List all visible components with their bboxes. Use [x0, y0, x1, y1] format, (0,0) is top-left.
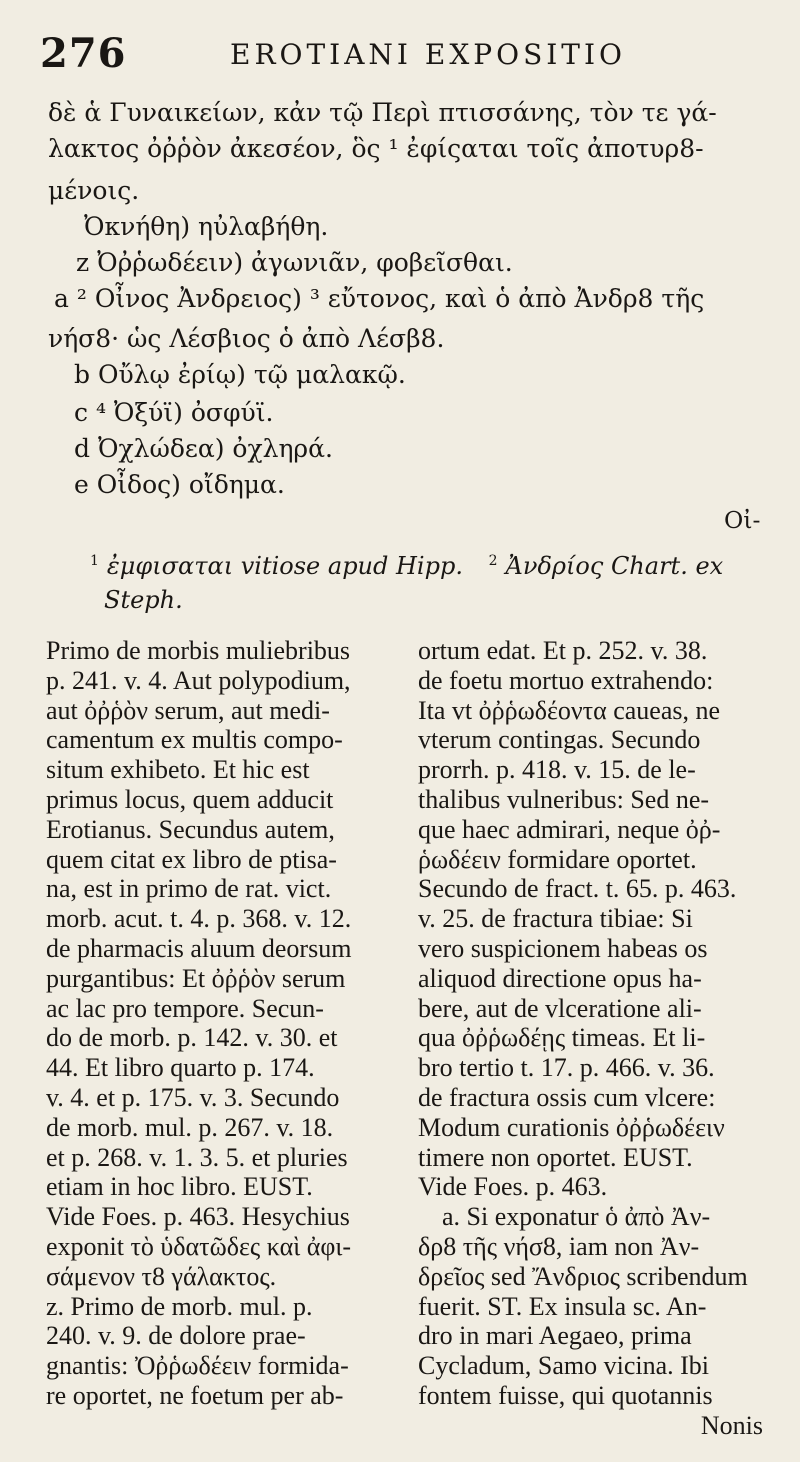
text-line: bro tertio t. 17. p. 466. v. 36. — [418, 1053, 715, 1083]
text-line: exponit τὸ ὑδατῶδες καὶ ἀφι- — [46, 1231, 351, 1261]
text-line: de foetu mortuo extrahendo: — [418, 665, 714, 695]
greek-line: μένοις. — [48, 176, 140, 205]
text-line: situm exhibeto. Et hic est — [46, 755, 310, 785]
footnote-text: ἐμφισαται vitiose apud Hipp. — [106, 552, 463, 580]
greek-line: Ὀκνήθη) ηὐλαβήθη. — [84, 212, 329, 241]
greek-line: b Οὔλῳ ἐρίῳ) τῷ μαλακῷ. — [74, 360, 406, 389]
text-line: δρ8 τῆς νήσ8, iam non Ἀν- — [418, 1231, 700, 1261]
greek-catchword: Οἰ- — [724, 506, 761, 534]
text-line: dro in mari Aegaeo, prima — [418, 1321, 692, 1351]
page-number: 276 — [40, 30, 127, 77]
text-line: Modum curationis ὀῤῥωδέειν — [418, 1112, 725, 1142]
text-line: quem citat ex libro de ptisa- — [46, 844, 337, 874]
text-line: prorrh. p. 418. v. 15. de le- — [418, 755, 696, 785]
greek-line: λακτος ὀῤῥὸν ἀκεσέον, ὃς ¹ ἐφίςαται τοῖς ἀποτυρ8- — [48, 134, 704, 163]
text-line: purgantibus: Et ὀῤῥὸν serum — [46, 963, 346, 993]
text-line: primus locus, quem adducit — [46, 784, 334, 814]
text-line: Cycladum, Samo vicina. Ibi — [418, 1351, 710, 1381]
text-line: fontem fuisse, qui quotannis — [418, 1380, 713, 1410]
footnote-number: 1 — [90, 553, 99, 569]
text-line: 240. v. 9. de dolore prae- — [46, 1321, 306, 1351]
divider — [40, 625, 760, 626]
text-line: fuerit. ST. Ex insula sc. An- — [418, 1291, 707, 1321]
text-line: morb. acut. t. 4. p. 368. v. 12. — [46, 904, 352, 934]
text-line: 44. Et libro quarto p. 174. — [46, 1053, 315, 1083]
page-header — [40, 30, 760, 80]
text-line: etiam in hoc libro. EUST. — [46, 1172, 313, 1202]
footnote-number: 2 — [488, 553, 498, 569]
footnote-line: Steph. — [104, 586, 183, 614]
running-title: EROTIANI EXPOSITIO — [230, 38, 626, 71]
catchword: Nonis — [700, 1410, 763, 1440]
text-line: Secundo de fract. t. 65. p. 463. — [418, 874, 737, 904]
greek-line: νήσ8· ὡς Λέσβιος ὁ ἀπὸ Λέσβ8. — [48, 324, 445, 353]
text-line: camentum ex multis compo- — [46, 725, 343, 755]
text-line: qua ὀῤῥωδέῃς timeas. Et li- — [418, 1023, 706, 1053]
commentary-right-column — [418, 636, 763, 1441]
text-line: δρεῖος sed Ἄνδριος scribendum — [418, 1261, 748, 1291]
text-line: vterum contingas. Secundo — [418, 725, 701, 755]
text-line: Vide Foes. p. 463. — [418, 1172, 608, 1202]
text-line: de pharmacis aluum deorsum — [46, 933, 352, 963]
text-line: timere non oportet. EUST. — [418, 1142, 693, 1172]
text-line: Vide Foes. p. 463. Hesychius — [46, 1202, 350, 1232]
footnote-line — [90, 552, 723, 580]
text-line: ῥωδέειν formidare oportet. — [418, 844, 697, 874]
text-line: aliquod directione opus ha- — [418, 963, 702, 993]
footnote-text: Ἀνδρίος Chart. ex — [505, 552, 724, 580]
text-line: ac lac pro tempore. Secun- — [46, 993, 324, 1023]
text-line: que haec admirari, neque ὀῤ- — [418, 814, 721, 844]
greek-line: c ⁴ Ὀξύϊ) ὀσφύϊ. — [74, 398, 274, 427]
text-line: de morb. mul. p. 267. v. 18. — [46, 1112, 334, 1142]
greek-line: z Ὀῤῥωδέειν) ἀγωνιᾶν, φοβεῖσθαι. — [76, 248, 513, 277]
commentary-left-column — [46, 636, 396, 1411]
text-line: v. 4. et p. 175. v. 3. Secundo — [46, 1082, 340, 1112]
text-line: a. Si exponatur ὁ ἀπὸ Ἀν- — [442, 1202, 711, 1232]
text-line: et p. 268. v. 1. 3. 5. et pluries — [46, 1142, 348, 1172]
text-line: gnantis: Ὀῤῥωδέειν formida- — [46, 1351, 349, 1381]
text-line: bere, aut de vlceratione ali- — [418, 993, 702, 1023]
greek-line: d Ὀχλώδεα) ὀχληρά. — [74, 434, 333, 463]
text-line: Primo de morbis muliebribus — [46, 636, 351, 665]
greek-line: δὲ ἁ Γυναικείων, κἀν τῷ Περὶ πτισσάνης, τὸν τε γά- — [48, 98, 717, 127]
greek-line: e Οἶδος) οἴδημα. — [74, 470, 285, 499]
text-line: ortum edat. Et p. 252. v. 38. — [418, 636, 708, 665]
text-line: v. 25. de fractura tibiae: Si — [418, 904, 693, 934]
text-line: do de morb. p. 142. v. 30. et — [46, 1023, 338, 1053]
greek-line: a ² Οἶνος Ἀνδρειος) ³ εὔτονος, καὶ ὁ ἀπὸ Ἀνδρ8 τῆς — [54, 284, 705, 313]
text-line: na, est in primo de rat. vict. — [46, 874, 332, 904]
text-line: vero suspicionem habeas os — [418, 933, 708, 963]
text-line: Ita vt ὀῤῥωδέοντα caueas, ne — [418, 695, 721, 725]
text-line: thalibus vulneribus: Sed ne- — [418, 784, 710, 814]
text-line: p. 241. v. 4. Aut polypodium, — [46, 665, 351, 695]
text-line: Erotianus. Secundus autem, — [46, 814, 335, 844]
text-line: aut ὀῤῥὸν serum, aut medi- — [46, 695, 330, 725]
text-line: z. Primo de morb. mul. p. — [46, 1291, 313, 1321]
text-line: σάμενον τ8 γάλακτος. — [46, 1261, 277, 1291]
text-line: de fractura ossis cum vlcere: — [418, 1082, 716, 1112]
text-line: re oportet, ne foetum per ab- — [46, 1380, 344, 1410]
